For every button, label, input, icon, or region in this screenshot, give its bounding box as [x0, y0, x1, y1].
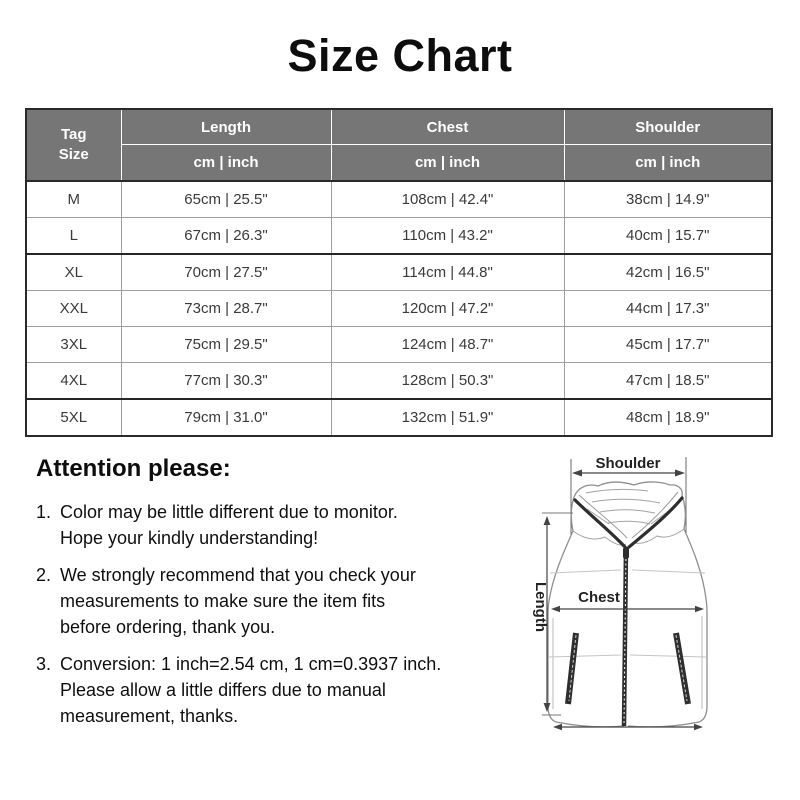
- left-pocket-zipper: [568, 633, 576, 704]
- cell-shoulder: 45cm | 17.7": [564, 327, 772, 363]
- cell-length: 79cm | 31.0": [121, 399, 331, 436]
- attention-item-2: [36, 562, 476, 640]
- cell-length: 77cm | 30.3": [121, 363, 331, 400]
- cell-length: 67cm | 26.3": [121, 218, 331, 255]
- chest-label: Chest: [578, 589, 620, 606]
- cell-tag: 5XL: [26, 399, 121, 436]
- table-row: [26, 327, 772, 363]
- shoulder-label: Shoulder: [595, 455, 661, 472]
- table-row: [26, 181, 772, 218]
- cell-shoulder: 44cm | 17.3": [564, 291, 772, 327]
- cell-shoulder: 38cm | 14.9": [564, 181, 772, 218]
- unit-header-length: cm | inch: [121, 145, 331, 182]
- cell-shoulder: 47cm | 18.5": [564, 363, 772, 400]
- cell-length: 75cm | 29.5": [121, 327, 331, 363]
- vest-sketch: [498, 443, 798, 798]
- table-row: [26, 399, 772, 436]
- table-row: [26, 254, 772, 291]
- hood: [571, 482, 685, 547]
- item-number: 3.: [36, 654, 52, 674]
- cell-shoulder: 48cm | 18.9": [564, 399, 772, 436]
- cell-length: 70cm | 27.5": [121, 254, 331, 291]
- cell-tag: 3XL: [26, 327, 121, 363]
- unit-header-shoulder: cm | inch: [564, 145, 772, 182]
- unit-header-chest: cm | inch: [331, 145, 564, 182]
- attention-line: Conversion: 1 inch=2.54 cm, 1 cm=0.3937 inch.: [60, 654, 442, 674]
- cell-chest: 108cm | 42.4": [331, 181, 564, 218]
- table-row: [26, 291, 772, 327]
- column-header-chest: Chest: [331, 109, 564, 145]
- vest-measurement-diagram: [498, 443, 798, 798]
- cell-chest: 128cm | 50.3": [331, 363, 564, 400]
- cell-shoulder: 42cm | 16.5": [564, 254, 772, 291]
- cell-shoulder: 40cm | 15.7": [564, 218, 772, 255]
- attention-heading: Attention please:: [36, 455, 231, 482]
- right-pocket-zipper: [676, 633, 688, 704]
- attention-section: [36, 455, 476, 740]
- cell-chest: 120cm | 47.2": [331, 291, 564, 327]
- column-header-shoulder: Shoulder: [564, 109, 772, 145]
- table-header-row: [26, 109, 772, 145]
- table-row: [26, 218, 772, 255]
- attention-line: before ordering, thank you.: [60, 617, 276, 637]
- cell-chest: 114cm | 44.8": [331, 254, 564, 291]
- zipper: [623, 547, 629, 726]
- size-table: [25, 108, 773, 437]
- item-number: 2.: [36, 565, 52, 585]
- table-unit-row: [26, 145, 772, 182]
- cell-length: 73cm | 28.7": [121, 291, 331, 327]
- cell-length: 65cm | 25.5": [121, 181, 331, 218]
- attention-line: measurements to make sure the item fits: [60, 591, 386, 611]
- pockets: [568, 633, 688, 704]
- zipper-pull: [623, 548, 629, 558]
- column-header-length: Length: [121, 109, 331, 145]
- cell-tag: 4XL: [26, 363, 121, 400]
- attention-line: measurement, thanks.: [60, 706, 239, 726]
- attention-line: Hope your kindly understanding!: [60, 528, 319, 548]
- cell-tag: XXL: [26, 291, 121, 327]
- corner-header-line2: Size: [58, 146, 89, 163]
- attention-item-3: [36, 651, 476, 729]
- corner-header-tag-size: [26, 109, 121, 181]
- attention-line: Color may be little different due to monitor.: [60, 502, 398, 522]
- corner-header-line1: Tag: [60, 125, 87, 143]
- cell-chest: 132cm | 51.9": [331, 399, 564, 436]
- attention-item-1: [36, 499, 476, 551]
- cell-tag: M: [26, 181, 121, 218]
- page-title: Size Chart: [287, 30, 513, 81]
- attention-line: We strongly recommend that you check your: [60, 565, 416, 585]
- cell-tag: XL: [26, 254, 121, 291]
- table-row: [26, 363, 772, 400]
- item-number: 1.: [36, 502, 52, 522]
- cell-tag: L: [26, 218, 121, 255]
- length-label: Length: [532, 582, 549, 632]
- size-table-container: [25, 108, 771, 437]
- attention-line: Please allow a little differs due to manual: [60, 680, 386, 700]
- cell-chest: 110cm | 43.2": [331, 218, 564, 255]
- cell-chest: 124cm | 48.7": [331, 327, 564, 363]
